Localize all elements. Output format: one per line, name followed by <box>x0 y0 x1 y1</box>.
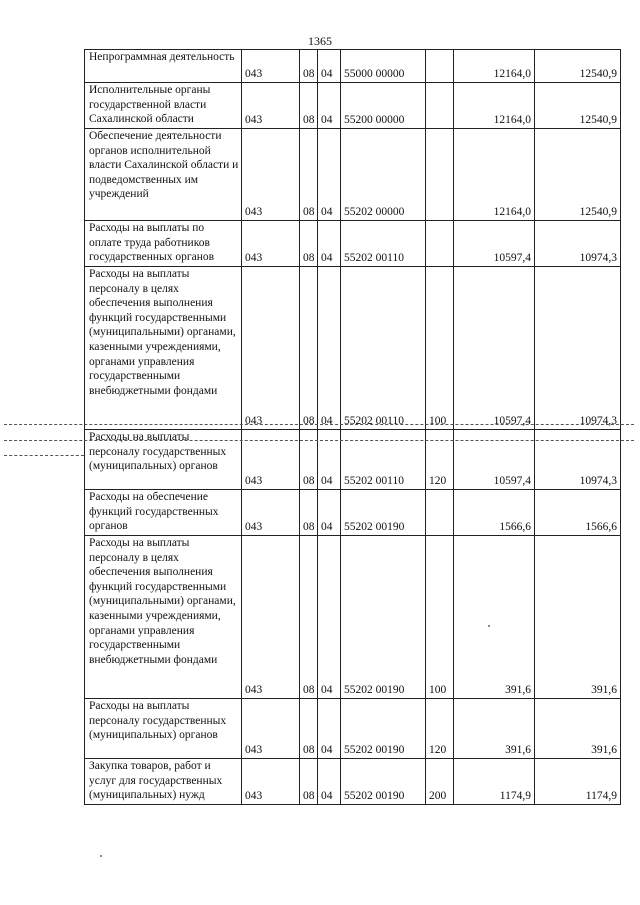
row-name: Закупка товаров, работ и услуг для государственных (муниципальных) нужд <box>85 759 242 805</box>
target-code: 55202 00000 <box>341 129 426 221</box>
ministry-code: 043 <box>242 221 300 267</box>
amount-year-1: 12164,0 <box>454 129 535 221</box>
ministry-code: 043 <box>242 699 300 759</box>
table-row <box>85 430 621 490</box>
row-name: Обеспечение деятельности органов исполнительной власти Сахалинской области и подведомственных им учреждений <box>85 129 242 221</box>
subsection-code: 04 <box>318 699 341 759</box>
table-row <box>85 490 621 536</box>
table-row <box>85 759 621 805</box>
subsection-code: 04 <box>318 536 341 699</box>
amount-year-1: 391,6 <box>454 536 535 699</box>
amount-year-1: 391,6 <box>454 699 535 759</box>
amount-year-2: 10974,3 <box>535 267 621 430</box>
row-name: Расходы на выплаты персоналу в целях обеспечения выполнения функций государственными (муниципальными) органами, казенными учреждениями, органами управления государственными внебюджетными фондами <box>85 536 242 699</box>
expense-type-code: 120 <box>426 699 454 759</box>
row-name: Расходы на выплаты персоналу государственных (муниципальных) органов <box>85 699 242 759</box>
amount-year-2: 391,6 <box>535 536 621 699</box>
table-row <box>85 221 621 267</box>
amount-year-2: 391,6 <box>535 699 621 759</box>
section-code: 08 <box>300 267 318 430</box>
ministry-code: 043 <box>242 759 300 805</box>
expense-type-code: 100 <box>426 267 454 430</box>
scan-speck <box>100 855 102 857</box>
subsection-code: 04 <box>318 129 341 221</box>
subsection-code: 04 <box>318 267 341 430</box>
table-row <box>85 699 621 759</box>
target-code: 55000 00000 <box>341 50 426 83</box>
table-row <box>85 50 621 83</box>
expense-type-code: 100 <box>426 536 454 699</box>
row-name: Расходы на выплаты персоналу в целях обеспечения выполнения функций государственными (муниципальными) органами, казенными учреждениями, органами управления государственными внебюджетными фондами <box>85 267 242 430</box>
target-code: 55202 00110 <box>341 267 426 430</box>
amount-year-1: 10597,4 <box>454 267 535 430</box>
section-code: 08 <box>300 759 318 805</box>
amount-year-1: 10597,4 <box>454 430 535 490</box>
subsection-code: 04 <box>318 430 341 490</box>
ministry-code: 043 <box>242 83 300 129</box>
scan-artifact-line <box>4 455 84 456</box>
row-name: Исполнительные органы государственной власти Сахалинской области <box>85 83 242 129</box>
subsection-code: 04 <box>318 83 341 129</box>
amount-year-2: 12540,9 <box>535 50 621 83</box>
amount-year-1: 10597,4 <box>454 221 535 267</box>
expense-type-code: 200 <box>426 759 454 805</box>
subsection-code: 04 <box>318 759 341 805</box>
target-code: 55202 00190 <box>341 536 426 699</box>
scan-speck <box>488 625 490 627</box>
scan-artifact-line <box>4 424 634 425</box>
ministry-code: 043 <box>242 129 300 221</box>
amount-year-2: 1566,6 <box>535 490 621 536</box>
expense-type-code <box>426 83 454 129</box>
amount-year-2: 10974,3 <box>535 221 621 267</box>
amount-year-2: 12540,9 <box>535 83 621 129</box>
row-name: Непрограммная деятельность <box>85 50 242 83</box>
section-code: 08 <box>300 221 318 267</box>
target-code: 55202 00190 <box>341 759 426 805</box>
section-code: 08 <box>300 699 318 759</box>
ministry-code: 043 <box>242 267 300 430</box>
ministry-code: 043 <box>242 430 300 490</box>
ministry-code: 043 <box>242 50 300 83</box>
table-row <box>85 267 621 430</box>
amount-year-1: 1566,6 <box>454 490 535 536</box>
target-code: 55202 00190 <box>341 490 426 536</box>
section-code: 08 <box>300 490 318 536</box>
target-code: 55202 00190 <box>341 699 426 759</box>
ministry-code: 043 <box>242 536 300 699</box>
section-code: 08 <box>300 430 318 490</box>
target-code: 55202 00110 <box>341 430 426 490</box>
amount-year-2: 10974,3 <box>535 430 621 490</box>
amount-year-2: 12540,9 <box>535 129 621 221</box>
subsection-code: 04 <box>318 490 341 536</box>
amount-year-1: 12164,0 <box>454 50 535 83</box>
section-code: 08 <box>300 83 318 129</box>
row-name: Расходы на выплаты персоналу государственных (муниципальных) органов <box>85 430 242 490</box>
page-number: 1365 <box>308 34 332 48</box>
row-name: Расходы на выплаты по оплате труда работников государственных органов <box>85 221 242 267</box>
section-code: 08 <box>300 50 318 83</box>
expense-type-code <box>426 129 454 221</box>
expense-type-code <box>426 221 454 267</box>
expense-type-code <box>426 50 454 83</box>
budget-table <box>84 49 621 805</box>
section-code: 08 <box>300 536 318 699</box>
section-code: 08 <box>300 129 318 221</box>
scan-artifact-line <box>4 440 634 441</box>
table-row <box>85 83 621 129</box>
target-code: 55202 00110 <box>341 221 426 267</box>
subsection-code: 04 <box>318 50 341 83</box>
expense-type-code <box>426 490 454 536</box>
amount-year-2: 1174,9 <box>535 759 621 805</box>
subsection-code: 04 <box>318 221 341 267</box>
table-row <box>85 129 621 221</box>
amount-year-1: 1174,9 <box>454 759 535 805</box>
ministry-code: 043 <box>242 490 300 536</box>
expense-type-code: 120 <box>426 430 454 490</box>
table-row <box>85 536 621 699</box>
target-code: 55200 00000 <box>341 83 426 129</box>
row-name: Расходы на обеспечение функций государственных органов <box>85 490 242 536</box>
amount-year-1: 12164,0 <box>454 83 535 129</box>
